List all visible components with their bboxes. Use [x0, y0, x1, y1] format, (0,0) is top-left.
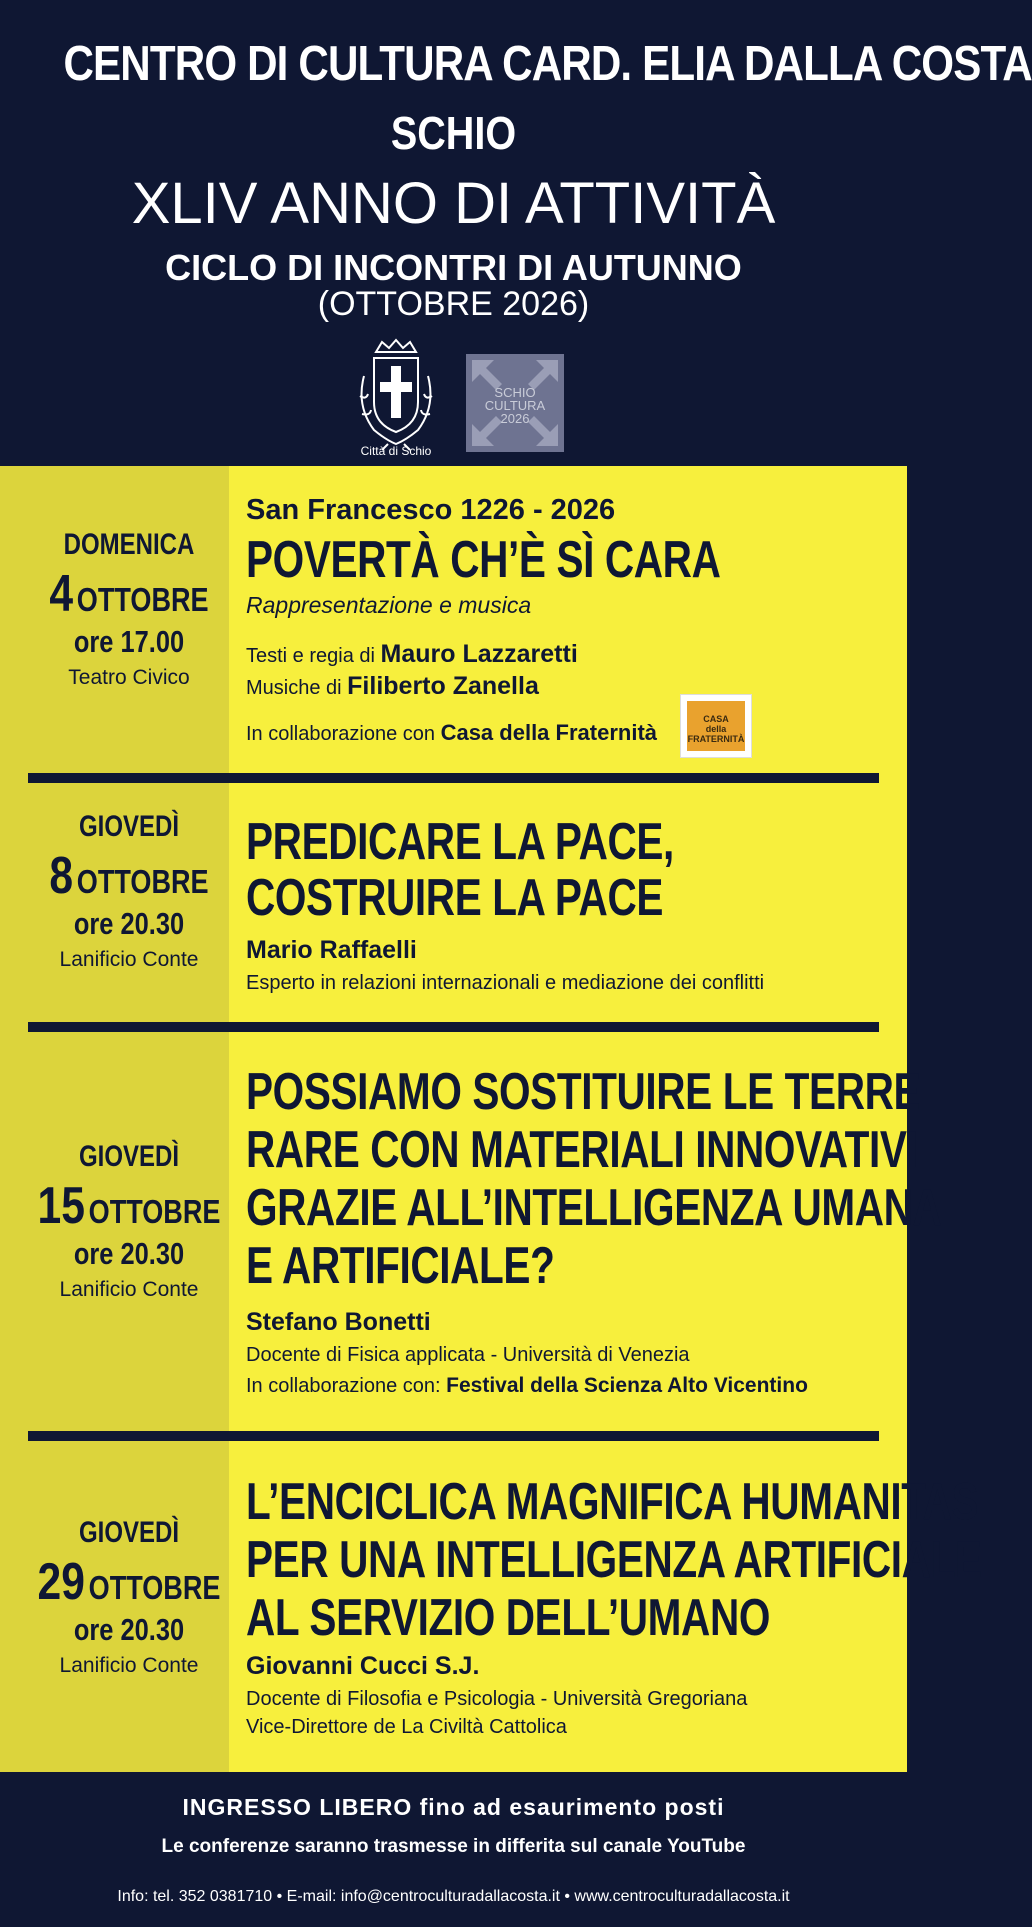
events-section	[0, 466, 982, 1772]
crest-label: Città di Schio	[360, 444, 432, 458]
event-collaboration	[246, 1374, 808, 1398]
collab-label: In collaborazione con	[246, 723, 441, 745]
event-time: ore 20.30	[73, 906, 185, 941]
organization-name: CENTRO DI CULTURA CARD. ELIA DALLA COSTA	[63, 37, 1032, 91]
separator	[28, 1431, 879, 1441]
event-month: OTTOBRE	[88, 1193, 221, 1230]
event-place: Teatro Civico	[68, 666, 190, 689]
event-speaker-role: Esperto in relazioni internazionali e mediazione dei conflitti	[246, 972, 765, 994]
event-music-credit	[246, 672, 539, 701]
event-title: POVERTÀ CH’È SÌ CARA	[246, 531, 721, 589]
event-title-line-2: RARE CON MATERIALI INNOVATIVI	[246, 1121, 918, 1179]
event-date-number	[23, 1176, 235, 1236]
event-credit-text	[246, 640, 578, 669]
event-place: Lanificio Conte	[59, 948, 199, 971]
event-time: ore 17.00	[73, 624, 185, 659]
event-speaker: Stefano Bonetti	[246, 1308, 431, 1336]
event-day-number: 15	[37, 1177, 85, 1235]
event-title-line-4: E ARTIFICIALE?	[246, 1237, 555, 1295]
youtube-notice: Le conferenze saranno trasmesse in differita sul canale YouTube	[161, 1836, 746, 1857]
header	[0, 0, 1032, 466]
event-day-number: 4	[49, 565, 74, 623]
credit-label: Testi e regia di	[246, 645, 381, 667]
event-month: OTTOBRE	[76, 581, 209, 618]
event-speaker-role-2: Vice-Direttore de La Civiltà Cattolica	[246, 1716, 567, 1738]
collab-label: In collaborazione con:	[246, 1375, 447, 1397]
cycle-title: CICLO DI INCONTRI DI AUTUNNO	[165, 247, 742, 288]
event-day: GIOVEDÌ	[78, 810, 180, 843]
event-date-number	[23, 1552, 235, 1612]
schio-crest-icon	[352, 336, 440, 460]
separator	[28, 773, 879, 783]
event-title-line-2: PER UNA INTELLIGENZA ARTIFICIALE	[246, 1531, 982, 1589]
event-1-date	[0, 528, 258, 690]
event-date-number	[23, 846, 235, 906]
event-place: Lanificio Conte	[59, 1654, 199, 1677]
event-2-date	[0, 810, 258, 972]
collab-name: Casa della Fraternità	[440, 720, 658, 745]
credit-label: Musiche di	[246, 677, 348, 699]
event-speaker-role: Docente di Fisica applicata - Università di Venezia	[246, 1344, 690, 1366]
event-day: GIOVEDÌ	[78, 1516, 180, 1549]
logo-text-3: FRATERNITÀ	[687, 734, 745, 744]
event-time: ore 20.30	[73, 1236, 185, 1271]
culture-logo-text-2: CULTURA	[484, 398, 546, 413]
year-of-activity: XLIV ANNO DI ATTIVITÀ	[131, 171, 776, 236]
event-4-date	[0, 1516, 258, 1678]
city-name: SCHIO	[390, 107, 517, 159]
event-date-number	[23, 564, 235, 624]
cycle-period: (OTTOBRE 2026)	[317, 285, 590, 323]
event-speaker-role: Docente di Filosofia e Psicologia - Università Gregoriana	[246, 1688, 748, 1710]
event-title-line-3: GRAZIE ALL’INTELLIGENZA UMANA	[246, 1179, 942, 1237]
logo-text-1: CASA	[703, 714, 729, 724]
event-day-number: 8	[49, 847, 74, 905]
culture-logo-text-3: 2026	[500, 411, 530, 426]
event-title-line-1: POSSIAMO SOSTITUIRE LE TERRE	[246, 1063, 921, 1121]
contact-info: Info: tel. 352 0381710 • E-mail: info@centroculturadallacosta.it • www.centroculturadallacosta.it	[117, 1888, 790, 1905]
footer	[0, 1772, 907, 1927]
event-day-number: 29	[37, 1553, 85, 1611]
event-title-line-3: AL SERVIZIO DELL’UMANO	[246, 1589, 771, 1647]
event-title-line-1: L’ENCICLICA MAGNIFICA HUMANITAS	[246, 1473, 979, 1531]
collab-name: Festival della Scienza Alto Vicentino	[446, 1374, 808, 1397]
event-3-date	[0, 1140, 258, 1302]
separator	[28, 1022, 879, 1032]
event-month: OTTOBRE	[76, 863, 209, 900]
credit-name: Filiberto Zanella	[347, 672, 539, 700]
event-speaker: Giovanni Cucci S.J.	[246, 1652, 480, 1680]
logo-text-2: della	[705, 724, 727, 734]
event-collaboration	[246, 720, 657, 746]
schio-cultura-logo	[466, 354, 564, 452]
culture-logo-text-1: SCHIO	[494, 385, 536, 400]
free-entry-notice: INGRESSO LIBERO fino ad esaurimento posti	[182, 1794, 725, 1820]
event-place: Lanificio Conte	[59, 1278, 199, 1301]
event-day: GIOVEDÌ	[78, 1140, 180, 1173]
event-title-line-1: PREDICARE LA PACE,	[246, 813, 674, 871]
event-month: OTTOBRE	[88, 1569, 221, 1606]
credit-name: Mauro Lazzaretti	[380, 640, 578, 668]
event-time: ore 20.30	[73, 1612, 185, 1647]
event-description: Rappresentazione e musica	[246, 592, 532, 618]
event-subtitle: San Francesco 1226 - 2026	[246, 494, 616, 526]
event-title-line-2: COSTRUIRE LA PACE	[246, 869, 664, 927]
event-day: DOMENICA	[63, 528, 195, 561]
casa-fraternita-logo	[680, 694, 752, 758]
event-speaker: Mario Raffaelli	[246, 936, 417, 964]
